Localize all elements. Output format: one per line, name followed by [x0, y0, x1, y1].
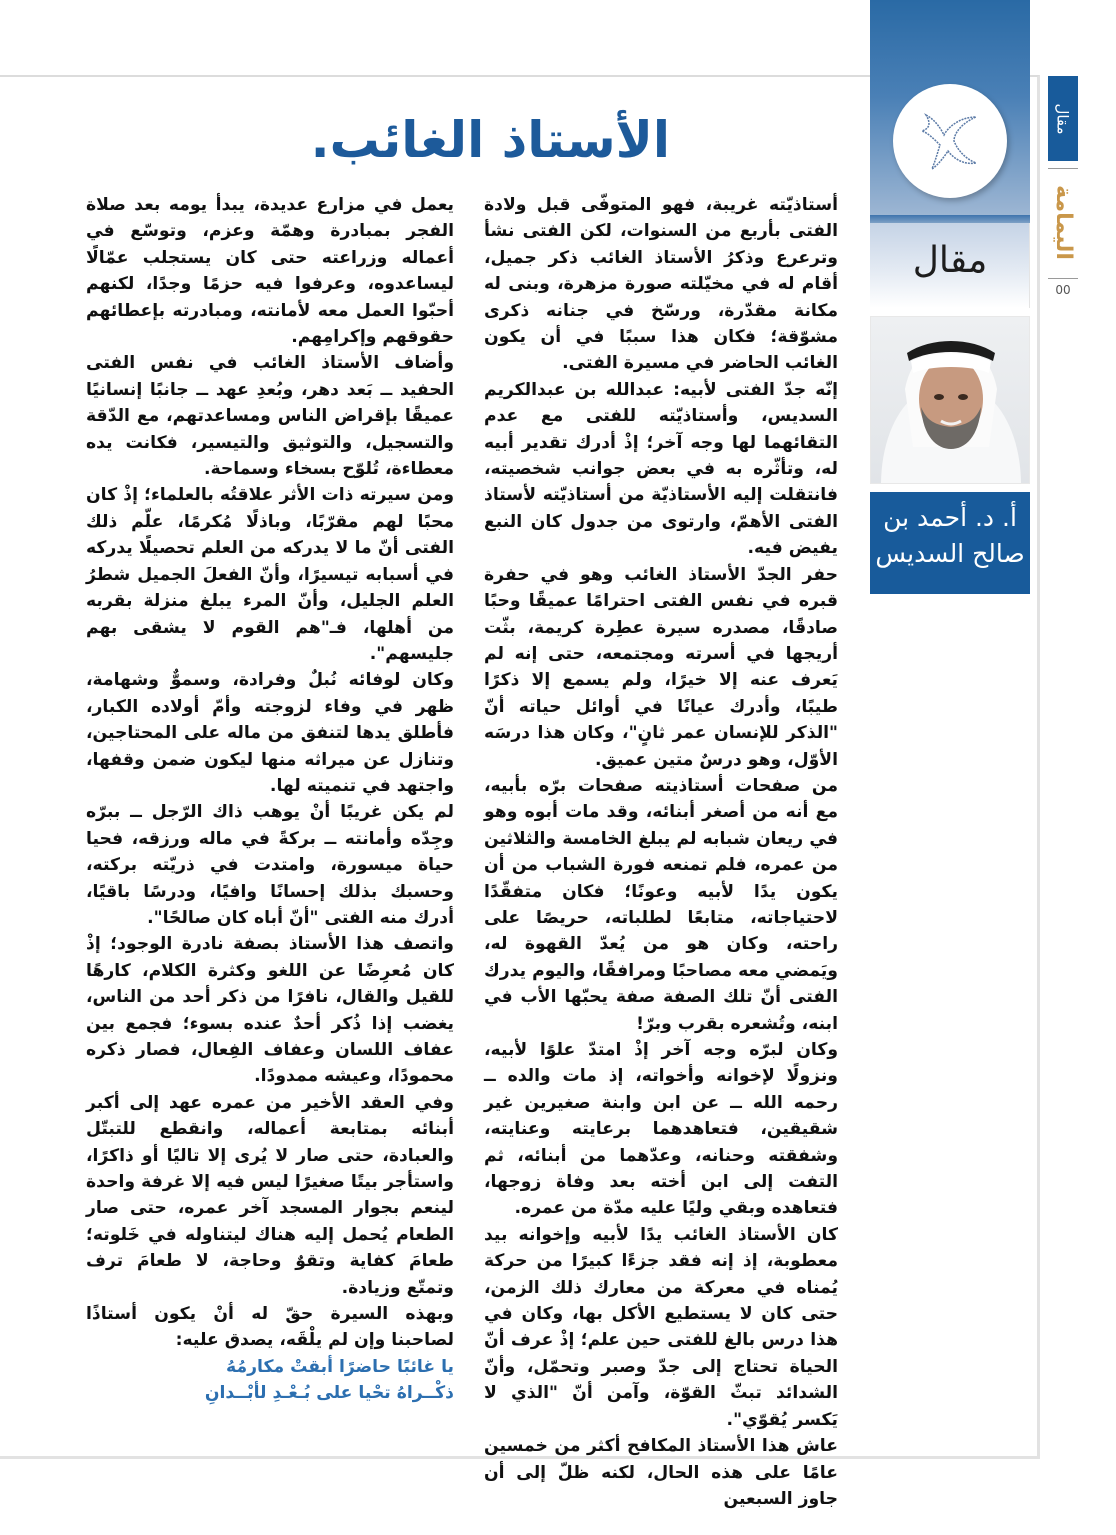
author-name-box	[870, 492, 1030, 594]
side-divider	[1048, 168, 1078, 169]
article-title: الأستاذ الغائب.	[310, 111, 670, 169]
paragraph: ومن سيرته ذات الأثر علاقتُه بالعلماء؛ إذْ كان محبًا لهم مقرّبًا، وباذلًا مُكرمًا، علّم ذلك الفتى أنّ ما لا يدركه من العلم تحصيلًا يدركه في أسبابه تيسيرًا، وأنّ الفعلَ الجميل شطرُ العلم الجليل، وأنّ المرء يبلغ منزلة بقربه من أهلها، فـ"هم القوم لا يشقى بهم جليسهم".	[86, 485, 454, 664]
magazine-name: اليمامة	[1050, 185, 1076, 260]
paragraph: وبهذه السيرة حقّ له أنْ يكون أستاذًا لصاحبنا وإن لم يلْقَه، يصدق عليه:	[86, 1304, 454, 1351]
paragraph: وكان لوفائه نُبلٌ وفرادة، وسموٌّ وشهامة، ظهر في وفاء لزوجته وأمّ أولاده الكبار، فأطلق يدها لتنفق من ماله على المحتاجين، وتنازل عن ميراثه منها ليكون ضمن وقفها، واجتهد في تنميته لها.	[86, 670, 454, 796]
paragraph: وأضاف الأستاذ الغائب في نفس الفتى الحفيد ــ بَعد دهر، وبُعدِ عهد ــ جانبًا إنسانيًا عميقًا بإقراض الناس ومساعدتهم، مع الدّقة والتسجيل، والتوثيق والتيسير، فكانت يده معطاءة، تُلوّح بسخاء وسماحة.	[86, 353, 454, 480]
poem-verse-line-2: ذكْــراهُ تحْيا على بُـعْـدِ لأبْــدانِ	[204, 1383, 454, 1404]
paragraph: إنّه جدّ الفتى لأبيه: عبدالله بن عبدالكريم السديس، وأستاذيّته للفتى مع عدم التقائهما لها وجه آخر؛ إذْ أدرك تقدير أبيه له، وتأثّره به في بعض جوانب شخصيته، فانتقلت إليه الأستاذيّة من أستاذيّته لأستاذ الفتى الأهمّ، وارتوى من جدول كان النبع يفيض فيه.	[484, 379, 838, 559]
paragraph: وكان لبرّه وجه آخر إذْ امتدّ علوًا لأبيه، ونزولًا لإخوانه وأخواته، إذ مات والده ــ رحمه الله ــ عن ابن وابنة صغيرين غير شقيقين، فتعاهدهما برعايته وعنايته، وشفقته وحنانه، وعدّهما من أبنائه، ثم التفت إلى ابن أخته بعد وفاة زوجها، فتعاهده وبقي وليًا عليه مدّة من عمره.	[484, 1040, 838, 1219]
paragraph: وفي العقد الأخير من عمره عهد إلى أكبر أبنائه بمتابعة أعماله، وانقطع للتبتّل والعبادة، حتى صار لا يُرى إلا تاليًا أو ذاكرًا، واستأجر بيتًا صغيرًا ليس فيه إلا غرفة واحدة لينعم بجوار المسجد آخر عمره، حتى صار الطعام يُحمل إليه هناك ليتناوله في خَلوته؛ طعامَ كفاية وتقوٌ وحاجة، لا طعامَ ترف وتمتّع وزيادة.	[86, 1092, 454, 1298]
paragraph: واتصف هذا الأستاذ بصفة نادرة الوجود؛ إذْ كان مُعرِضًا عن اللغو وكثرة الكلام، كارهًا للقيل والقال، نافرًا من ذكر أحد من الناس، يغضب إذا ذُكر أحدٌ عنده بسوء؛ فجمع بين عفاف اللسان وعفاف الفِعال، فصار ذكره محمودًا، وعيشه ممدودًا.	[86, 934, 454, 1087]
paragraph: حفر الجدّ الأستاذ الغائب وهو في حفرة قبره في نفس الفتى احترامًا عميقًا وحبًا صادقًا، مصدره سيرة عطِرة كريمة، بثّت أريجها في أسرته ومجتمعه، حتى إنه لم يَعرف عنه إلا خيرًا، ولم يسمع إلا ذكرًا طيبًا، وأدرك عيانًا في أوائل حياته أنّ "الذكر للإنسان عمر ثانٍ"، وكان هذا درسَه الأوّل، وهو درسٌ متين عميق.	[484, 564, 838, 770]
author-photo	[870, 316, 1030, 484]
section-banner	[870, 0, 1030, 308]
author-name-line2: صالح السديس	[875, 539, 1025, 568]
paragraph: كان الأستاذ الغائب يدًا لأبيه وإخوانه بيد معطوبة، إذ إنه فقد جزءًا كبيرًا من حركة يُمناه في معركة من معارك ذلك الزمن، حتى كان لا يستطيع الأكل بها، وكان في هذا درس بالغ للفتى حين علم؛ إذْ عرف أنّ الحياة تحتاج إلى جدّ وصبر وتحمّل، وأنّ الشدائد تبثّ القوّة، وآمن أنّ "الذي لا يَكسر يُقوّي".	[484, 1224, 838, 1430]
side-section-label: مقال	[1054, 102, 1072, 135]
paragraph: أستاذيّته غريبة، فهو المتوفّى قبل ولادة الفتى بأربع من السنوات، لكن الفتى نشأ وترعرع وذكرُ الأستاذ الغائب ذكر جميل، أقام له في مخيّلته صورة مزهرة، وبنى له مكانة مقدّرة، ورسّخ في جنانه ذكرى مشوّقة؛ فكان هذا سببًا في أن يكون الغائب الحاضر في مسيرة الفتى.	[484, 195, 838, 374]
side-section-tab	[1048, 76, 1078, 161]
section-label: مقال	[912, 240, 988, 281]
paragraph: من صفحات أستاذيته صفحات برّه بأبيه، مع أنه من أصغر أبنائه، وقد مات أبوه وهو في ريعان شبابه لم يبلغ الخامسة والثلاثين من عمره، فلم تمنعه فورة الشباب من أن يكون يدًا لأبيه وعونًا؛ فكان متفقّدًا لاحتياجاته، متابعًا لطلباته، حريصًا على راحته، وكان هو من يُعدّ القهوة له، ويَمضي معه مصاحبًا ومرافقًا، واليوم يدرك الفتى أنّ تلك الصفة صفة يحبّها الأب في ابنه، وتُشعره بقرب وبرّ!	[484, 775, 838, 1034]
banner-stripe	[870, 215, 1030, 223]
author-name-line1: أ. د. أحمد بن	[883, 503, 1017, 532]
article-column-left	[86, 192, 454, 1407]
paragraph: يعمل في مزارع عديدة، يبدأ يومه بعد صلاة الفجر بمبادرة وهمّة وعزم، وتوسّع في أعماله وزراعته حتى كان يستجلب عمّالًا ليساعدوه، وعرفوا فيه حزمًا وجدًا، لكنهم أحبّوا العمل معه لأمانته، ومبادرته بإعطائهم حقوقهم وإكرامِهم.	[86, 195, 454, 348]
side-divider	[1048, 278, 1078, 279]
paragraph: لم يكن غريبًا أنْ يوهب ذاك الرّجل ــ ببرّه وجِدّه وأمانته ــ بركةً في ماله ورزقه، فحيا حياة ميسورة، وامتدت في ذريّته بركته، وحسبك بذلك إحسانًا وافيًا، ودرسًا باقيًا، أدرك منه الفتى "أنّ أباه كان صالحًا".	[86, 802, 454, 928]
article-column-right	[484, 192, 838, 1512]
page-number: 00	[1055, 283, 1071, 297]
paragraph: عاش هذا الأستاذ المكافح أكثر من خمسين عامًا على هذه الحال، لكنه ظلّ إلى أن جاوز السبعين	[484, 1436, 838, 1509]
poem-verse-line-1: يا غائبًا حاضرًا أبقتْ مكارمُهُ	[226, 1356, 454, 1377]
magazine-logo	[1048, 170, 1078, 275]
bird-logo-icon	[893, 84, 1007, 198]
